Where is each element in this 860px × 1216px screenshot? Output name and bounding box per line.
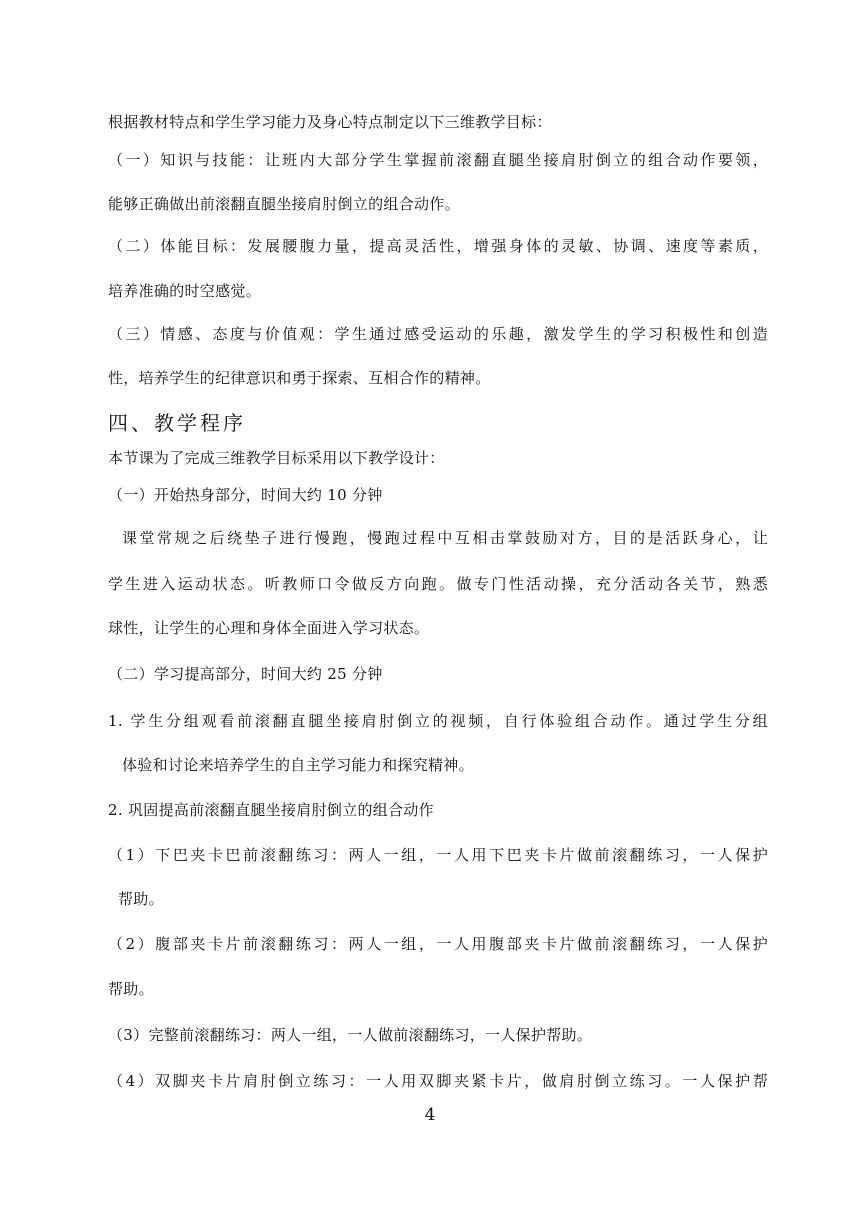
part2-title: （二）学习提高部分，时间大约 25 分钟 [108,665,383,683]
part1-body-line1: 课堂常规之后绕垫子进行慢跑，慢跑过程中互相击掌鼓励对方，目的是活跃身心，让 [122,529,768,547]
item2: 2. 巩固提高前滚翻直腿坐接肩肘倒立的组合动作 [108,801,434,819]
drill3-line1: （3）完整前滚翻练习：两人一组，一人做前滚翻练习，一人保护帮助。 [108,1026,593,1044]
item1-line2: 体验和讨论来培养学生的自主学习能力和探究精神。 [122,756,474,774]
goal-knowledge-line2: 能够正确做出前滚翻直腿坐接肩肘倒立的组合动作。 [108,195,460,213]
goals-intro: 根据教材特点和学生学习能力及身心特点制定以下三维教学目标： [108,113,552,131]
page-number: 4 [424,1105,436,1125]
item1-line1: 1. 学生分组观看前滚翻直腿坐接肩肘倒立的视频，自行体验组合动作。通过学生分组 [108,712,768,730]
part1-title: （一）开始热身部分，时间大约 10 分钟 [108,486,383,504]
section-heading: 四、教学程序 [108,411,246,435]
drill4-line1: （4）双脚夹卡片肩肘倒立练习：一人用双脚夹紧卡片，做肩肘倒立练习。一人保护帮 [108,1072,768,1090]
drill1-line1: （1）下巴夹卡巴前滚翻练习：两人一组，一人用下巴夹卡片做前滚翻练习，一人保护 [108,846,768,864]
goal-emotion-line2: 性，培养学生的纪律意识和勇于探索、互相合作的精神。 [108,369,491,387]
goal-fitness-line1: （二）体能目标：发展腰腹力量，提高灵活性，增强身体的灵敏、协调、速度等素质， [108,237,768,255]
part1-body-line2: 学生进入运动状态。听教师口令做反方向跑。做专门性活动操，充分活动各关节，熟悉 [108,575,768,593]
section-intro: 本节课为了完成三维教学目标采用以下教学设计： [108,449,445,467]
part1-body-line3: 球性，让学生的心理和身体全面进入学习状态。 [108,619,430,637]
goal-fitness-line2: 培养准确的时空感觉。 [108,282,262,300]
drill2-line2: 帮助。 [108,980,154,998]
goal-knowledge-line1: （一）知识与技能：让班内大部分学生掌握前滚翻直腿坐接肩肘倒立的组合动作要领， [108,151,768,169]
drill2-line1: （2）腹部夹卡片前滚翻练习：两人一组，一人用腹部夹卡片做前滚翻练习，一人保护 [108,935,768,953]
drill1-line2: 帮助。 [118,890,164,908]
goal-emotion-line1: （三）情感、态度与价值观：学生通过感受运动的乐趣，激发学生的学习积极性和创造 [108,325,768,343]
